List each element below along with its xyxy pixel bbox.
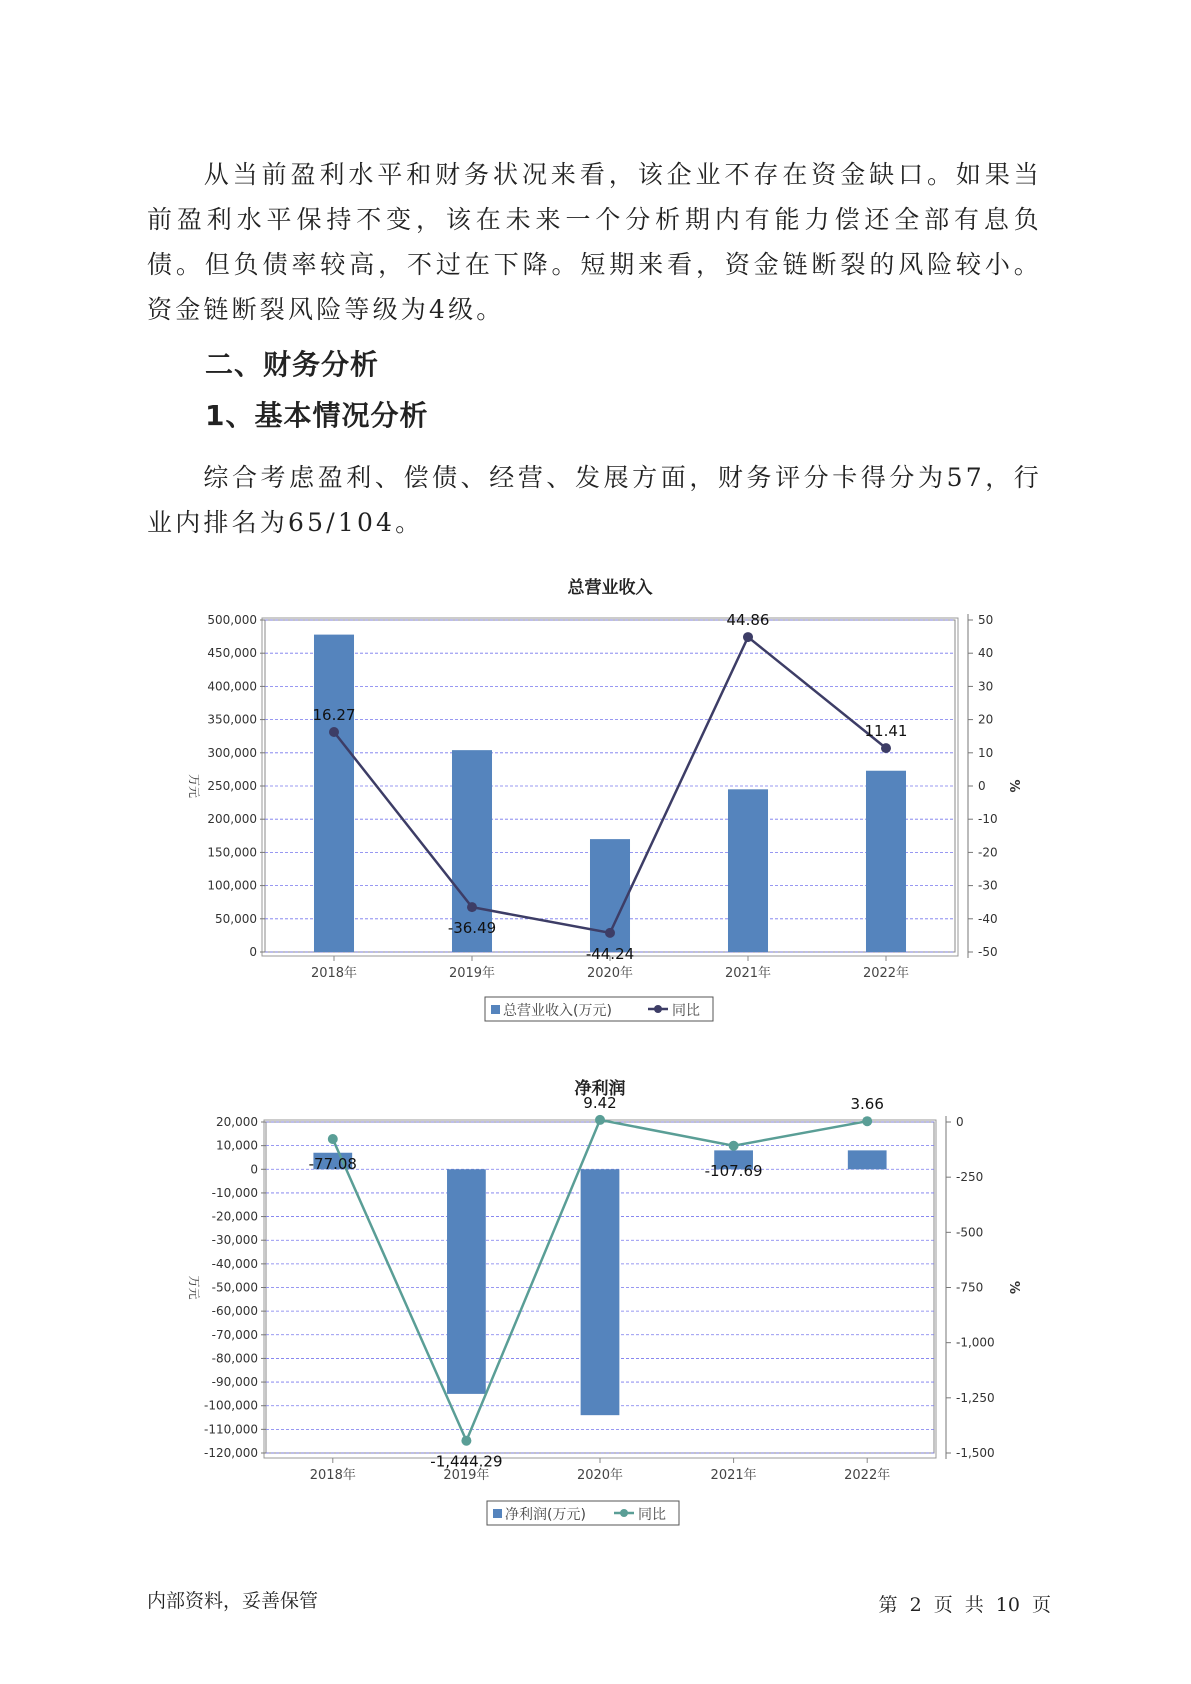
- line-point: [461, 1436, 471, 1446]
- y-axis-label: 万元: [187, 1275, 201, 1300]
- y2-tick-label: -40: [978, 911, 998, 926]
- data-label: 3.66: [850, 1095, 884, 1114]
- y-tick-label: 150,000: [207, 845, 257, 860]
- y2-tick-label: -500: [956, 1225, 984, 1240]
- line-point: [467, 902, 477, 912]
- data-label: -77.08: [308, 1155, 357, 1174]
- y2-tick-label: 40: [978, 646, 994, 661]
- y-tick-label: 50,000: [215, 911, 257, 926]
- x-tick-label: 2018年: [309, 1468, 356, 1483]
- y-tick-label: 500,000: [207, 613, 257, 627]
- y2-tick-label: -50: [978, 945, 998, 959]
- y-tick-label: -10,000: [211, 1185, 258, 1200]
- footer-page-number: 第 2 页 共 10 页: [878, 1594, 1051, 1616]
- y-tick-label: -20,000: [211, 1209, 258, 1224]
- bar: [848, 1150, 887, 1169]
- line-point: [729, 1141, 739, 1151]
- section-heading: 二、财务分析: [205, 348, 380, 381]
- data-label: -36.49: [447, 919, 497, 938]
- y2-tick-label: -750: [956, 1280, 984, 1295]
- y-tick-label: -120,000: [204, 1446, 258, 1460]
- legend-label-line: 同比: [672, 1003, 700, 1019]
- data-label: 44.86: [726, 611, 770, 630]
- y2-tick-label: -1,250: [956, 1390, 995, 1405]
- bar: [447, 1169, 486, 1394]
- bar: [866, 771, 906, 952]
- y-tick-label: 250,000: [207, 779, 257, 793]
- x-tick-label: 2020年: [576, 1468, 624, 1483]
- data-label: -1,444.29: [430, 1452, 503, 1471]
- chart-title: 净利润: [574, 1079, 626, 1099]
- x-tick-label: 2019年: [448, 966, 496, 981]
- y2-tick-label: 0: [978, 779, 986, 793]
- y2-tick-label: -10: [978, 812, 998, 827]
- y2-tick-label: -1,500: [956, 1446, 995, 1460]
- y2-tick-label: 50: [978, 613, 994, 627]
- legend-swatch-bar: [493, 1509, 502, 1518]
- y2-tick-label: -1,000: [956, 1335, 995, 1350]
- y2-tick-label: 10: [978, 745, 994, 760]
- bar: [581, 1169, 620, 1415]
- y-tick-label: 400,000: [207, 679, 257, 694]
- x-tick-label: 2022年: [844, 1468, 891, 1483]
- x-tick-label: 2022年: [862, 966, 910, 981]
- y2-tick-label: 30: [978, 679, 994, 694]
- legend-label-bar: 总营业收入(万元): [503, 1003, 612, 1019]
- y2-axis-label: %: [1006, 779, 1021, 793]
- line-point: [862, 1116, 872, 1126]
- legend-swatch-point: [620, 1509, 628, 1517]
- x-tick-label: 2018年: [310, 966, 358, 981]
- y-tick-label: -110,000: [204, 1422, 258, 1437]
- data-label: -107.69: [704, 1161, 763, 1180]
- subsection-heading: 1、基本情况分析: [205, 399, 429, 432]
- legend-swatch-bar: [491, 1005, 500, 1014]
- y2-axis-label: %: [1006, 1280, 1021, 1295]
- y-tick-label: 450,000: [207, 646, 257, 661]
- x-tick-label: 2021年: [724, 966, 772, 981]
- bar: [314, 635, 354, 952]
- legend: [487, 1501, 679, 1525]
- y-axis-label: 万元: [187, 773, 201, 799]
- paragraph-funding-gap: [147, 152, 1042, 332]
- line-point: [329, 727, 339, 737]
- y-tick-label: 200,000: [207, 812, 257, 827]
- y-tick-label: 0: [249, 945, 257, 959]
- legend-swatch-point: [654, 1005, 662, 1013]
- y2-tick-label: 20: [978, 712, 994, 727]
- footer-confidential: 内部资料，妥善保管: [147, 1590, 319, 1612]
- x-tick-label: 2020年: [586, 966, 634, 981]
- x-tick-label: 2021年: [710, 1468, 757, 1483]
- paragraph-scorecard: [147, 455, 1042, 545]
- line-point: [328, 1134, 338, 1144]
- y-tick-label: 0: [250, 1162, 258, 1177]
- y-tick-label: -90,000: [211, 1375, 258, 1390]
- y-tick-label: -40,000: [211, 1256, 258, 1271]
- y-tick-label: -100,000: [204, 1398, 258, 1413]
- paragraph-text: 从当前盈利水平和财务状况来看，该企业不存在资金缺口。如果当前盈利水平保持不变，该在未来一个分析期内有能力偿还全部有息负债。但负债率较高，不过在下降。短期来看，资金链断裂的风险较小。资金链断裂风险等级为4级。: [147, 160, 1042, 324]
- y2-tick-label: -20: [978, 845, 998, 860]
- bar: [728, 789, 768, 952]
- legend: [485, 997, 713, 1021]
- legend-label-line: 同比: [638, 1507, 666, 1523]
- chart-title: 总营业收入: [567, 578, 653, 598]
- y-tick-label: -50,000: [211, 1280, 258, 1295]
- paragraph-text: 综合考虑盈利、偿债、经营、发展方面，财务评分卡得分为57，行业内排名为65/104。: [147, 463, 1042, 537]
- net-profit-chart: [0, 1065, 1191, 1535]
- y-tick-label: 10,000: [216, 1138, 258, 1153]
- y-tick-label: 20,000: [216, 1115, 258, 1129]
- y2-tick-label: -250: [956, 1170, 984, 1185]
- legend-label-bar: 净利润(万元): [505, 1507, 586, 1523]
- y2-tick-label: 0: [956, 1115, 964, 1129]
- y-tick-label: 100,000: [207, 878, 257, 893]
- data-label: -44.24: [585, 944, 635, 963]
- y-tick-label: -30,000: [211, 1233, 258, 1248]
- revenue-chart: [0, 560, 1191, 1030]
- x-tick-label: 2019年: [443, 1468, 490, 1483]
- line-point: [743, 632, 753, 642]
- y-tick-label: -80,000: [211, 1351, 258, 1366]
- data-label: 16.27: [312, 705, 356, 724]
- y-tick-label: 300,000: [207, 745, 257, 760]
- line-point: [881, 743, 891, 753]
- y-tick-label: 350,000: [207, 712, 257, 727]
- y-tick-label: -70,000: [211, 1327, 258, 1342]
- y2-tick-label: -30: [978, 878, 998, 893]
- y-tick-label: -60,000: [211, 1304, 258, 1319]
- line-point: [595, 1115, 605, 1125]
- data-label: 9.42: [583, 1093, 617, 1112]
- data-label: 11.41: [864, 722, 908, 741]
- line-point: [605, 928, 615, 938]
